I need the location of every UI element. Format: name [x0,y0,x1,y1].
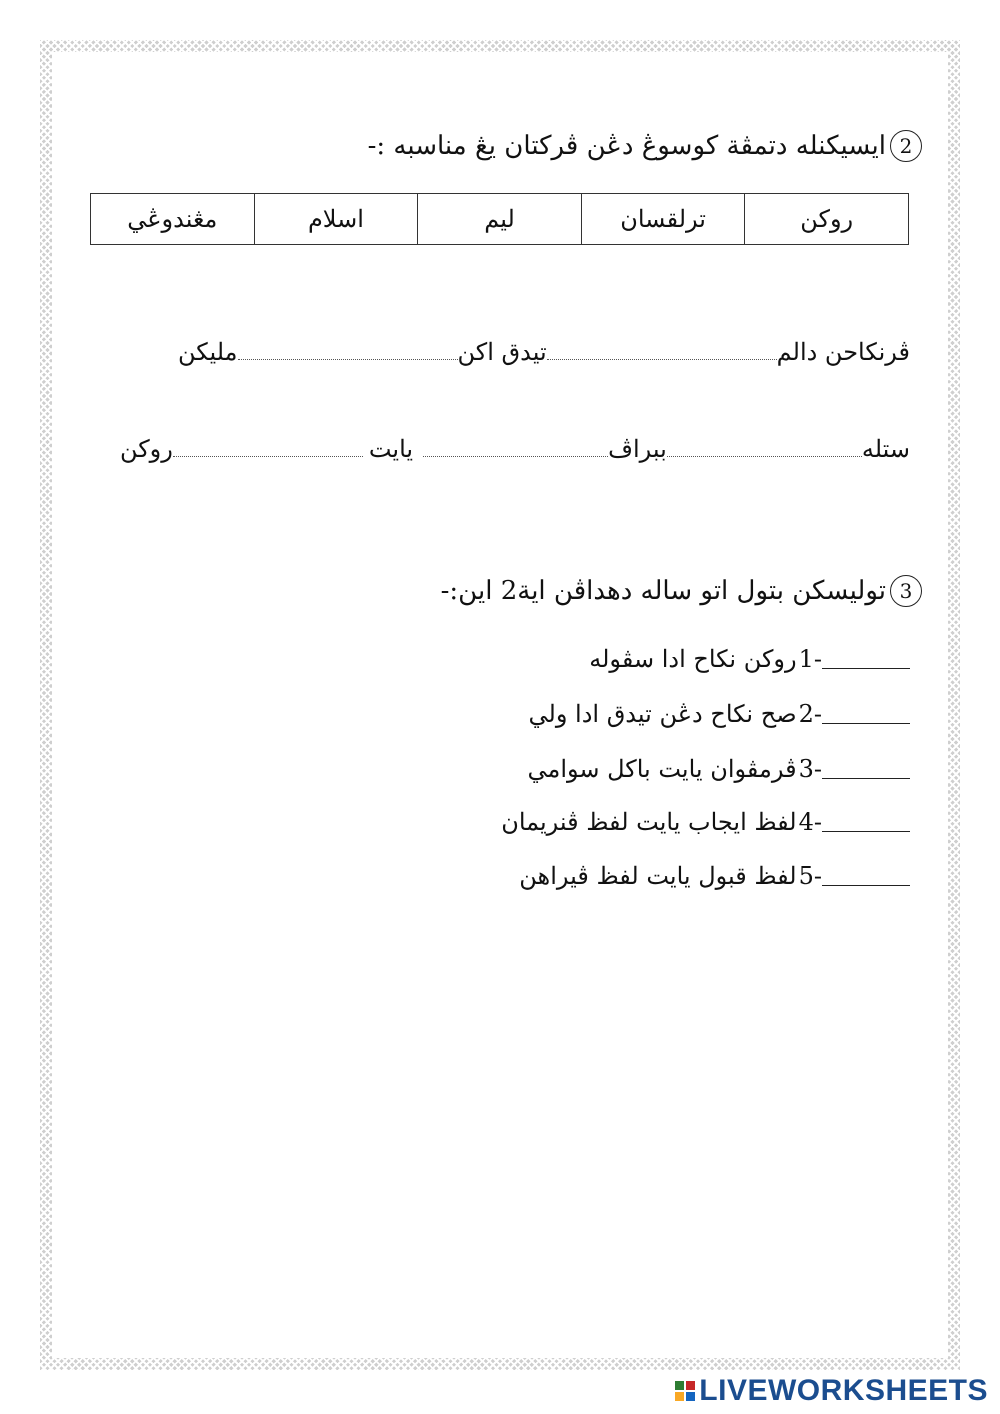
word-bank-cell: روكن [745,194,909,245]
item-text: ڤرمڤوان يايت باكل سوامي [527,755,797,783]
blank-dotted-line[interactable] [667,456,862,457]
blank-dotted-line[interactable] [238,359,458,360]
sentence-text: تيدق اكن [457,338,547,366]
q2-instruction: ايسيكنله دتمڤة كوسوڠ دڠن ڤركتان يڠ مناسبه :- [367,131,886,161]
word-bank-cell: مڠندوڠي [91,194,255,245]
logo-icon [675,1381,695,1401]
q3-instruction: توليسكن بتول اتو ساله دهداڤن اية2 اين:- [440,576,886,606]
q2-heading [368,130,922,162]
liveworksheets-logo [675,1374,988,1408]
word-bank-cell: ترلقسان [581,194,745,245]
q2-number-circle: 2 [890,130,922,162]
answer-blank[interactable] [822,885,910,886]
item-number: 2- [798,700,822,728]
sentence-text: ڤرنكاحن دالم [776,338,910,366]
fill-sentence-2 [90,435,910,463]
blank-dotted-line[interactable] [423,456,608,457]
item-number: 4- [798,808,822,836]
true-false-item [501,808,910,836]
blank-dotted-line[interactable] [173,456,363,457]
sentence-text: يايت [368,435,414,463]
answer-blank[interactable] [822,668,910,669]
true-false-item [527,755,910,783]
answer-blank[interactable] [822,778,910,779]
sentence-text: مليكن [177,338,238,366]
answer-blank[interactable] [822,723,910,724]
blank-dotted-line[interactable] [547,359,777,360]
sentence-text: روكن [119,435,173,463]
answer-blank[interactable] [822,831,910,832]
item-number: 1- [798,645,822,673]
true-false-item [529,700,911,728]
item-text: لفظ قبول يايت لفظ ڤيراهن [519,862,797,890]
item-number: 5- [798,862,822,890]
q3-heading [441,575,922,607]
brand-name: LIVEWORKSHEETS [699,1374,988,1407]
true-false-item [519,862,910,890]
sentence-text: ستله [861,435,910,463]
sentence-text: ببراڤ [608,435,667,463]
item-text: صح نكاح دڠن تيدق ادا ولي [528,700,797,728]
item-number: 3- [798,755,822,783]
word-bank-cell: ليم [418,194,582,245]
item-text: روكن نكاح ادا سڤوله [589,645,797,673]
true-false-item [589,645,910,673]
word-bank-table [90,193,909,245]
q3-number-circle: 3 [890,575,922,607]
item-text: لفظ ايجاب يايت لفظ ڤنريمان [501,808,797,836]
fill-sentence-1 [90,338,910,366]
word-bank-cell: اسلام [254,194,418,245]
